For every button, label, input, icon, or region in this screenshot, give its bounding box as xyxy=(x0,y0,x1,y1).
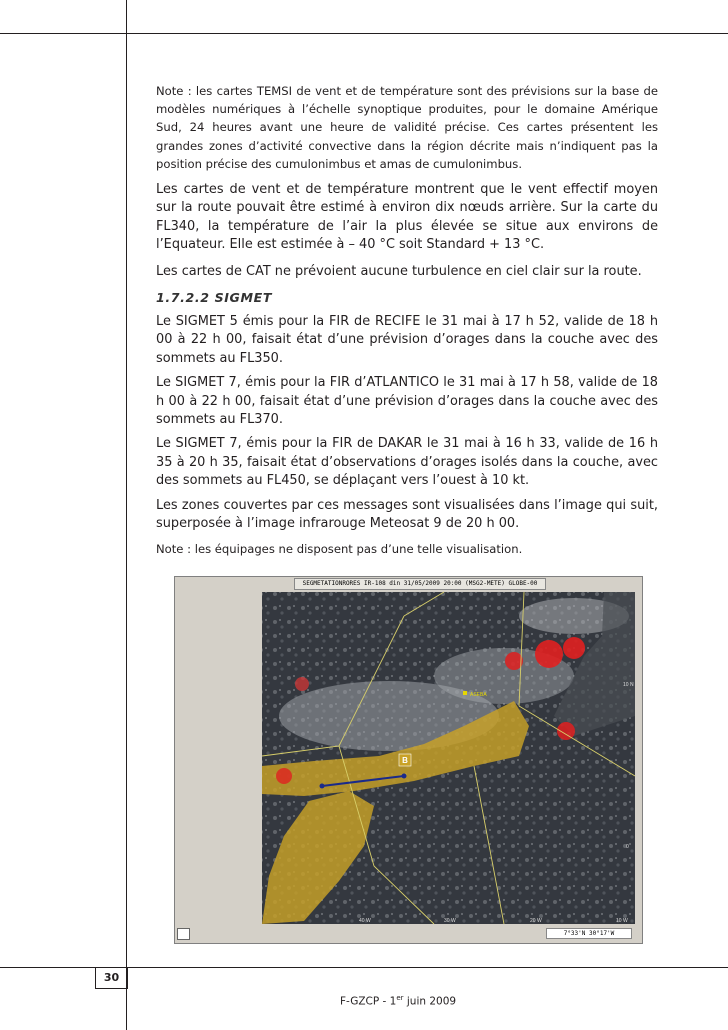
satellite-image-figure xyxy=(174,576,641,942)
lat-label-10n: 10 N xyxy=(623,682,634,688)
route-end-marker xyxy=(402,774,407,779)
page-number: 30 xyxy=(95,967,128,989)
lon-label-20w: 20 W xyxy=(530,918,542,924)
paragraph-cat: Les cartes de CAT ne prévoient aucune turbulence en ciel clair sur la route. xyxy=(156,263,642,279)
header-rule xyxy=(0,33,728,34)
marker-b-label: B xyxy=(402,756,408,765)
margin-rule-vertical xyxy=(126,0,127,1030)
paragraph-sigmet7-atlantico: Le SIGMET 7, émis pour la FIR d’ATLANTICO le 31 mai à 17 h 58, valide de 18 h 00 à 22 h 00, faisait état d’une prévision d’orages dans la couche avec des sommets au FL370. xyxy=(156,375,658,428)
figure-window-icon[interactable] xyxy=(177,928,190,940)
convection-cell xyxy=(276,768,292,784)
figure-title-bar: SEGMETATIONRORES IR-108 din 31/05/2009 20:00 (MSG2-METE) GLOBE-00 xyxy=(294,578,546,590)
convection-cell xyxy=(535,640,563,668)
main-content xyxy=(156,82,658,558)
lon-label-30w: 30 W xyxy=(444,918,456,924)
lat-label-0: 0 xyxy=(626,844,629,850)
convection-cell xyxy=(563,637,585,659)
satellite-map xyxy=(174,576,641,942)
lon-label-40w: 40 W xyxy=(359,918,371,924)
note-temsi: Note : les cartes TEMSI de vent et de température sont des prévisions sur la base de modèles numériques à l’échelle synoptique produites, pour le domaine Amérique Sud, 24 heures avant une heure de validité précise. Ces cartes présentent les grandes zones d’activité convective dans la région décrite mais n’indiquent pas la position précise des cumulonimbus et amas de cumulonimbus. xyxy=(156,84,658,171)
note-crew-visualisation: Note : les équipages ne disposent pas d’une telle visualisation. xyxy=(156,541,523,556)
footer-date: juin 2009 xyxy=(403,995,457,1008)
section-heading-sigmet: 1.7.2.2 SIGMET xyxy=(156,290,273,306)
route-start-marker xyxy=(320,784,325,789)
footer-text xyxy=(340,994,456,1008)
lon-label-10w: 10 W xyxy=(616,918,628,924)
waypoint-aseba-label: ASEBA xyxy=(470,692,487,698)
footer-registration: F-GZCP - 1 xyxy=(340,995,397,1008)
footer-superscript: er xyxy=(396,994,404,1002)
paragraph-zones: Les zones couvertes par ces messages sont visualisées dans l’image qui suit, superposée à l’image infrarouge Meteosat 9 de 20 h 00. xyxy=(156,497,658,532)
paragraph-wind-temperature: Les cartes de vent et de température montrent que le vent effectif moyen sur la route pouvait être estimé à environ dix nœuds arrière. Sur la carte du FL340, la température de l’air la plus élevée se situe aux environs de l’Equateur. Elle est estimée à – 40 °C soit Standard + 13 °C. xyxy=(156,182,658,253)
paragraph-sigmet5-recife: Le SIGMET 5 émis pour la FIR de RECIFE le 31 mai à 17 h 52, valide de 18 h 00 à 22 h 00, faisait état d’une prévision d’orages dans la couche avec des sommets au FL350. xyxy=(156,314,658,366)
figure-coords-readout: 7°33'N 30°17'W xyxy=(546,928,632,939)
paragraph-sigmet7-dakar: Le SIGMET 7, émis pour la FIR de DAKAR le 31 mai à 16 h 33, valide de 16 h 35 à 20 h 35, faisait état d’observations d’orages isolés dans la couche, avec des sommets au FL450, se déplaçant vers l’ouest à 10 kt. xyxy=(156,436,658,489)
waypoint-aseba-marker xyxy=(463,691,467,695)
convection-cell xyxy=(295,677,309,691)
